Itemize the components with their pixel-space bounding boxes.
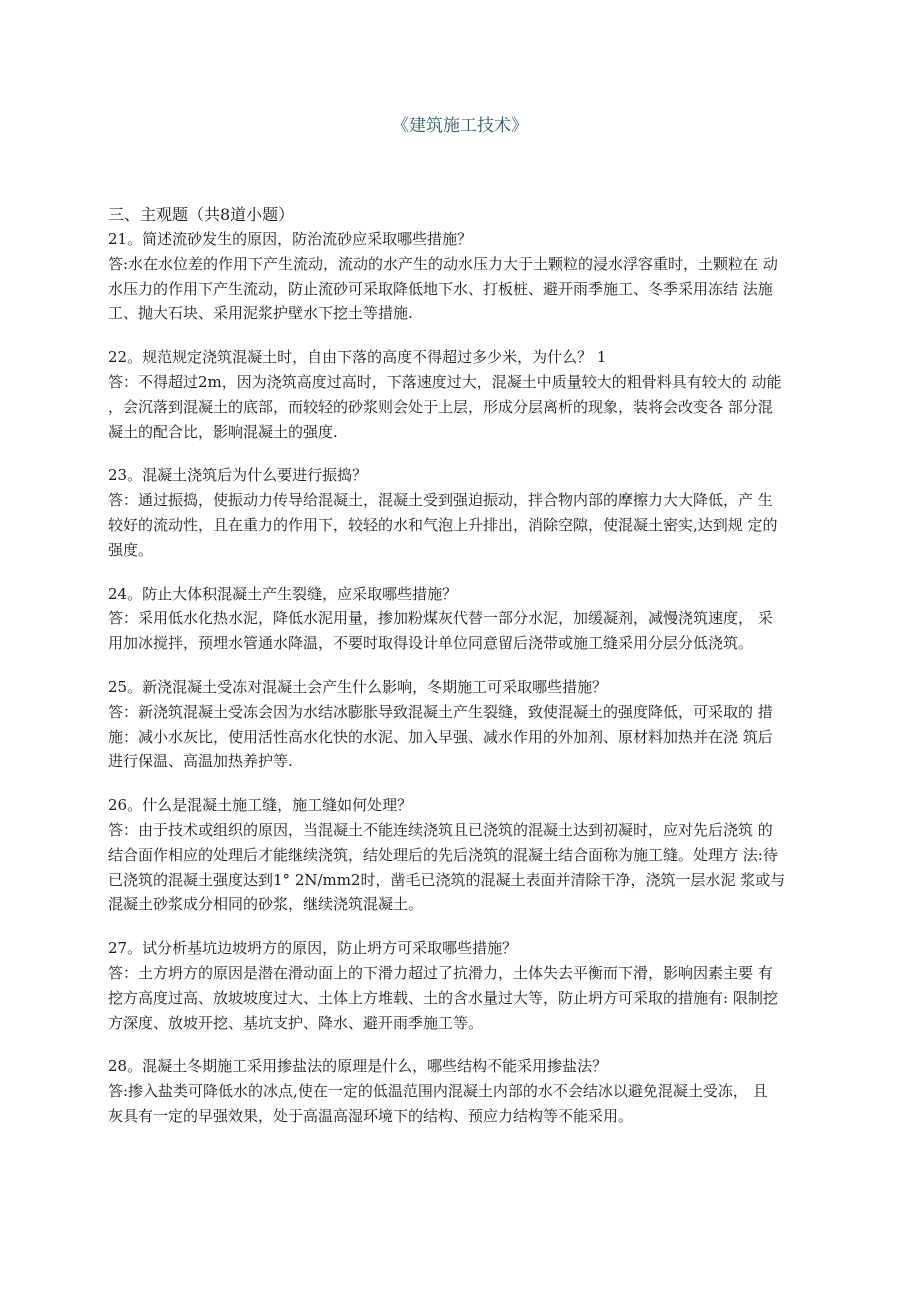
answer-line: 答:掺入盐类可降低水的冰点,使在一定的低温范围内混凝土内部的水不会结冰以避免混凝土受冻， 且 xyxy=(108,1082,768,1101)
document-body xyxy=(108,202,844,1148)
answer-line: 混凝土砂浆成分相同的砂浆，继续浇筑混凝土。 xyxy=(108,895,424,914)
section-heading: 三、主观题（共8道小题） xyxy=(108,205,295,224)
answer-line: 进行保温、高温加热养护等. xyxy=(108,752,293,771)
answer-line: 已浇筑的混凝土强度达到1° 2N/mm2时，凿毛已浇筑的混凝土表面并清除干净，浇筑一层水泥 浆或与 xyxy=(108,870,786,889)
answer-line: 挖方高度过高、放坡坡度过大、土体上方堆载、土的含水量过大等，防止坍方可采取的措施有: 限制挖 xyxy=(108,988,778,1007)
answer-line: 较好的流动性，且在重力的作用下，较轻的水和气泡上升排出，消除空隙，使混凝土密实,达到规 定的 xyxy=(108,515,778,534)
answer-line: 施：减小水灰比，使用活性高水化快的水泥、加入早强、减水作用的外加剂、原材料加热并在浇 筑后 xyxy=(108,727,773,746)
answer-line: 强度。 xyxy=(108,540,154,559)
answer-line: 用加冰搅拌，预埋水管通水降温，不要时取得设计单位同意留后浇带或施工缝采用分层分低浇筑。 xyxy=(108,634,754,653)
document-title: 《建筑施工技术》 xyxy=(392,116,528,136)
answer-line: ，会沉落到混凝土的底部，而较轻的砂浆则会处于上层，形成分层离析的现象，装将会改变各 部分混 xyxy=(108,397,773,416)
question-block xyxy=(108,227,844,326)
answer-line: 答：新浇筑混凝土受冻会因为水结冰膨胀导致混凝土产生裂缝，致使混凝土的强度降低，可采取的 措 xyxy=(108,702,773,721)
question-block xyxy=(108,936,844,1035)
question-text: 26。什么是混凝土施工缝，施工缝如何处理？ xyxy=(108,796,413,815)
question-text: 27。试分析基坑边坡坍方的原因，防止坍方可采取哪些措施？ xyxy=(108,939,518,958)
question-text: 24。防止大体积混凝土产生裂缝，应采取哪些措施？ xyxy=(108,584,458,603)
answer-line: 水压力的作用下产生流动，防止流砂可采取降低地下水、打板桩、避开雨季施工、冬季采用冻结 法施 xyxy=(108,279,773,298)
answer-line: 答:水在水位差的作用下产生流动，流动的水产生的动水压力大于土颗粒的浸水浮容重时，土颗粒在 动 xyxy=(108,254,778,273)
answer-line: 凝土的配合比，影响混凝土的强度. xyxy=(108,422,338,441)
question-text: 22。规范规定浇筑混凝土时，自由下落的高度不得超过多少米，为什么？ 1 xyxy=(108,348,607,367)
question-block xyxy=(108,793,844,917)
question-text: 23。混凝土浇筑后为什么要进行振捣？ xyxy=(108,466,368,485)
answer-line: 答：采用低水化热水泥，降低水泥用量，掺加粉煤灰代替一部分水泥，加缓凝剂，减慢浇筑速度， 采 xyxy=(108,609,773,628)
answer-line: 答：不得超过2m，因为浇筑高度过高时，下落速度过大，混凝土中质量较大的粗骨料具有较大的 动能 xyxy=(108,372,782,391)
question-block xyxy=(108,675,844,774)
question-text: 21。简述流砂发生的原因，防治流砂应采取哪些措施？ xyxy=(108,230,473,248)
answer-line: 答：通过振捣，使振动力传导给混凝土，混凝土受到强迫振动，拌合物内部的摩擦力大大降低，产 生 xyxy=(108,491,773,510)
question-block xyxy=(108,1054,844,1128)
question-text: 25。新浇混凝土受冻对混凝土会产生什么影响，冬期施工可采取哪些措施？ xyxy=(108,677,608,696)
answer-line: 工、抛大石块、采用泥浆护壁水下挖土等措施. xyxy=(108,304,413,323)
answer-line: 方深度、放坡开挖、基坑支护、降水、避开雨季施工等。 xyxy=(108,1013,484,1032)
question-block xyxy=(108,463,844,562)
answer-line: 答：由于技术或组织的原因，当混凝土不能连续浇筑且已浇筑的混凝土达到初凝时，应对先后浇筑 的 xyxy=(108,820,773,839)
answer-line: 答：土方坍方的原因是潜在滑动面上的下滑力超过了抗滑力，土体失去平衡而下滑，影响因素主要 有 xyxy=(108,963,773,982)
question-block xyxy=(108,345,844,444)
question-text: 28。混凝土冬期施工采用掺盐法的原理是什么，哪些结构不能采用掺盐法？ xyxy=(108,1057,608,1076)
question-block xyxy=(108,582,844,656)
answer-line: 灰具有一定的早强效果，处于高温高湿环境下的结构、预应力结构等不能采用。 xyxy=(108,1106,634,1125)
answer-line: 结合面作相应的处理后才能继续浇筑，结处理后的先后浇筑的混凝土结合面称为施工缝。处理方 法:待 xyxy=(108,845,778,864)
